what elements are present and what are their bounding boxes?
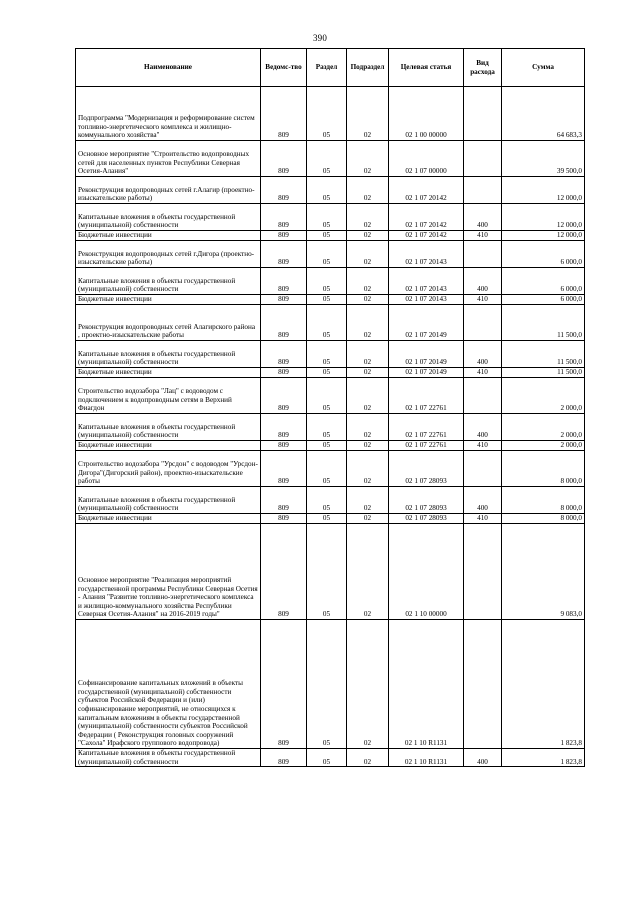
row-target-article-cell: 02 1 07 20149: [389, 305, 464, 341]
row-department-cell: 809: [261, 414, 307, 441]
row-target-article-cell: 02 1 07 28093: [389, 487, 464, 514]
row-amount-cell: 8 000,0: [502, 451, 585, 487]
row-subsection-cell: 02: [347, 441, 389, 451]
row-subsection-cell: 02: [347, 487, 389, 514]
table-row: [76, 231, 585, 241]
row-department-cell: 809: [261, 620, 307, 749]
row-name-cell: Реконструкция водопроводных сетей г.Дигора (проектно-изыскательские работы): [76, 241, 261, 268]
row-name-cell: Капитальные вложения в объекты государственной (муниципальной) собственности: [76, 204, 261, 231]
table-row: [76, 524, 585, 620]
row-expense-type-cell: 400: [464, 414, 502, 441]
row-amount-cell: 9 083,0: [502, 524, 585, 620]
table-row: [76, 414, 585, 441]
row-target-article-cell: 02 1 07 20143: [389, 295, 464, 305]
row-amount-cell: 6 000,0: [502, 241, 585, 268]
row-section-cell: 05: [307, 87, 347, 141]
row-name-cell: Бюджетные инвестиции: [76, 514, 261, 524]
row-expense-type-cell: 400: [464, 749, 502, 767]
row-department-cell: 809: [261, 141, 307, 177]
row-department-cell: 809: [261, 241, 307, 268]
row-expense-type-cell: [464, 524, 502, 620]
table-row: [76, 620, 585, 749]
row-subsection-cell: 02: [347, 204, 389, 231]
row-target-article-cell: 02 1 07 28093: [389, 514, 464, 524]
row-subsection-cell: 02: [347, 620, 389, 749]
header-amount: Сумма: [502, 49, 585, 87]
row-subsection-cell: 02: [347, 305, 389, 341]
row-name-cell: Бюджетные инвестиции: [76, 441, 261, 451]
row-amount-cell: 2 000,0: [502, 414, 585, 441]
row-section-cell: 05: [307, 231, 347, 241]
row-subsection-cell: 02: [347, 268, 389, 295]
row-subsection-cell: 02: [347, 451, 389, 487]
row-amount-cell: 39 500,0: [502, 141, 585, 177]
row-amount-cell: 8 000,0: [502, 514, 585, 524]
table-row: [76, 487, 585, 514]
row-amount-cell: 2 000,0: [502, 441, 585, 451]
row-target-article-cell: 02 1 07 28093: [389, 451, 464, 487]
row-department-cell: 809: [261, 204, 307, 231]
row-section-cell: 05: [307, 268, 347, 295]
row-section-cell: 05: [307, 749, 347, 767]
row-amount-cell: 6 000,0: [502, 295, 585, 305]
row-section-cell: 05: [307, 524, 347, 620]
header-expense-type: Вид расхода: [464, 49, 502, 87]
row-expense-type-cell: 400: [464, 487, 502, 514]
header-target-article: Целевая статья: [389, 49, 464, 87]
row-subsection-cell: 02: [347, 241, 389, 268]
row-department-cell: 809: [261, 451, 307, 487]
row-target-article-cell: 02 1 07 22761: [389, 414, 464, 441]
row-name-cell: Бюджетные инвестиции: [76, 368, 261, 378]
row-subsection-cell: 02: [347, 378, 389, 414]
row-section-cell: 05: [307, 414, 347, 441]
row-name-cell: Капитальные вложения в объекты государственной (муниципальной) собственности: [76, 414, 261, 441]
row-section-cell: 05: [307, 141, 347, 177]
table-body: [76, 87, 585, 767]
row-department-cell: 809: [261, 368, 307, 378]
table-row: [76, 141, 585, 177]
row-amount-cell: 12 000,0: [502, 204, 585, 231]
row-department-cell: 809: [261, 378, 307, 414]
budget-table: [75, 48, 585, 767]
row-target-article-cell: 02 1 07 20142: [389, 177, 464, 204]
row-expense-type-cell: [464, 177, 502, 204]
row-amount-cell: 11 500,0: [502, 368, 585, 378]
row-expense-type-cell: [464, 241, 502, 268]
row-amount-cell: 1 823,8: [502, 749, 585, 767]
row-department-cell: 809: [261, 524, 307, 620]
row-section-cell: 05: [307, 241, 347, 268]
table-header-row: [76, 49, 585, 87]
header-section: Раздел: [307, 49, 347, 87]
row-target-article-cell: 02 1 07 20142: [389, 231, 464, 241]
row-department-cell: 809: [261, 441, 307, 451]
table-row: [76, 241, 585, 268]
table-row: [76, 368, 585, 378]
table-row: [76, 514, 585, 524]
row-target-article-cell: 02 1 07 20142: [389, 204, 464, 231]
row-section-cell: 05: [307, 341, 347, 368]
row-section-cell: 05: [307, 368, 347, 378]
table-row: [76, 441, 585, 451]
row-expense-type-cell: [464, 141, 502, 177]
row-department-cell: 809: [261, 341, 307, 368]
row-target-article-cell: 02 1 10 R1131: [389, 749, 464, 767]
row-expense-type-cell: 410: [464, 295, 502, 305]
row-expense-type-cell: [464, 451, 502, 487]
header-subsection: Подраздел: [347, 49, 389, 87]
row-expense-type-cell: [464, 620, 502, 749]
row-target-article-cell: 02 1 10 00000: [389, 524, 464, 620]
row-subsection-cell: 02: [347, 231, 389, 241]
row-expense-type-cell: 410: [464, 368, 502, 378]
row-section-cell: 05: [307, 451, 347, 487]
row-target-article-cell: 02 1 07 20143: [389, 241, 464, 268]
row-department-cell: 809: [261, 487, 307, 514]
row-name-cell: Капитальные вложения в объекты государственной (муниципальной) собственности: [76, 268, 261, 295]
row-target-article-cell: 02 1 07 20149: [389, 368, 464, 378]
row-department-cell: 809: [261, 268, 307, 295]
row-target-article-cell: 02 1 07 22761: [389, 441, 464, 451]
row-section-cell: 05: [307, 177, 347, 204]
row-amount-cell: 8 000,0: [502, 487, 585, 514]
row-section-cell: 05: [307, 441, 347, 451]
row-subsection-cell: 02: [347, 341, 389, 368]
row-name-cell: Подпрограмма "Модернизация и реформирование систем топливно-энергетического комплекса и жилищно-коммунального хозяйства": [76, 87, 261, 141]
row-expense-type-cell: [464, 378, 502, 414]
row-department-cell: 809: [261, 177, 307, 204]
row-expense-type-cell: 410: [464, 231, 502, 241]
row-name-cell: Капитальные вложения в объекты государственной (муниципальной) собственности: [76, 487, 261, 514]
row-amount-cell: 64 683,3: [502, 87, 585, 141]
row-department-cell: 809: [261, 305, 307, 341]
row-expense-type-cell: [464, 87, 502, 141]
row-name-cell: Строительство водозабора "Лац" с водоводом с подключением к водопроводным сетям в Верхний Фиагдон: [76, 378, 261, 414]
row-name-cell: Софинансирование капитальных вложений в объекты государственной (муниципальной) собственности субъектов Российской Федерации и (или) софинансирование мероприятий, не относящихся к капитальным вложениям в объекты государственной (муниципальной) собственности субъектов Российской Федерации ( Реконструкция головных сооружений "Сахола" Ирафского группового водопровода): [76, 620, 261, 749]
row-amount-cell: 2 000,0: [502, 378, 585, 414]
row-amount-cell: 12 000,0: [502, 231, 585, 241]
row-amount-cell: 6 000,0: [502, 268, 585, 295]
table-row: [76, 295, 585, 305]
row-name-cell: Капитальные вложения в объекты государственной (муниципальной) собственности: [76, 341, 261, 368]
table-row: [76, 305, 585, 341]
row-department-cell: 809: [261, 514, 307, 524]
row-expense-type-cell: [464, 305, 502, 341]
row-subsection-cell: 02: [347, 524, 389, 620]
table-row: [76, 268, 585, 295]
row-subsection-cell: 02: [347, 295, 389, 305]
table-row: [76, 749, 585, 767]
table-row: [76, 451, 585, 487]
row-department-cell: 809: [261, 295, 307, 305]
row-section-cell: 05: [307, 514, 347, 524]
row-amount-cell: 1 823,8: [502, 620, 585, 749]
page-number: 390: [312, 33, 328, 43]
row-subsection-cell: 02: [347, 749, 389, 767]
table-row: [76, 378, 585, 414]
row-amount-cell: 12 000,0: [502, 177, 585, 204]
row-subsection-cell: 02: [347, 368, 389, 378]
row-name-cell: Реконструкция водопроводных сетей г.Алагир (проектно-изыскательские работы): [76, 177, 261, 204]
row-section-cell: 05: [307, 620, 347, 749]
row-subsection-cell: 02: [347, 514, 389, 524]
row-subsection-cell: 02: [347, 177, 389, 204]
row-expense-type-cell: 400: [464, 204, 502, 231]
row-name-cell: Основное мероприятие "Строительство водопроводных сетей для населенных пунктов Республики Северная Осетия-Алания": [76, 141, 261, 177]
row-department-cell: 809: [261, 87, 307, 141]
row-department-cell: 809: [261, 749, 307, 767]
row-department-cell: 809: [261, 231, 307, 241]
row-subsection-cell: 02: [347, 87, 389, 141]
row-target-article-cell: 02 1 07 22761: [389, 378, 464, 414]
row-expense-type-cell: 410: [464, 514, 502, 524]
row-expense-type-cell: 400: [464, 268, 502, 295]
row-section-cell: 05: [307, 305, 347, 341]
row-target-article-cell: 02 1 07 20143: [389, 268, 464, 295]
table-row: [76, 204, 585, 231]
header-department: Ведомс-тво: [261, 49, 307, 87]
row-expense-type-cell: 410: [464, 441, 502, 451]
row-target-article-cell: 02 1 00 00000: [389, 87, 464, 141]
row-name-cell: Капитальные вложения в объекты государственной (муниципальной) собственности: [76, 749, 261, 767]
row-amount-cell: 11 500,0: [502, 341, 585, 368]
row-name-cell: Реконструкция водопроводных сетей Алагирского района , проектно-изыскательские работы: [76, 305, 261, 341]
row-target-article-cell: 02 1 10 R1131: [389, 620, 464, 749]
row-section-cell: 05: [307, 487, 347, 514]
row-section-cell: 05: [307, 378, 347, 414]
row-name-cell: Бюджетные инвестиции: [76, 231, 261, 241]
row-expense-type-cell: 400: [464, 341, 502, 368]
table-row: [76, 341, 585, 368]
row-amount-cell: 11 500,0: [502, 305, 585, 341]
row-subsection-cell: 02: [347, 141, 389, 177]
row-section-cell: 05: [307, 295, 347, 305]
table-row: [76, 87, 585, 141]
table-row: [76, 177, 585, 204]
row-section-cell: 05: [307, 204, 347, 231]
row-name-cell: Строительство водозабора "Урсдон" с водоводом "Урсдон-Дигора"(Дигорский район), проектно-изыскательские работы: [76, 451, 261, 487]
row-name-cell: Бюджетные инвестиции: [76, 295, 261, 305]
header-name: Наименование: [76, 49, 261, 87]
row-subsection-cell: 02: [347, 414, 389, 441]
row-target-article-cell: 02 1 07 20149: [389, 341, 464, 368]
row-target-article-cell: 02 1 07 00000: [389, 141, 464, 177]
row-name-cell: Основное мероприятие "Реализация мероприятий государственной программы Республики Северная Осетия - Алания "Развитие топливно-энергетического комплекса и жилищно-коммунального хозяйства Республики Северная Осетия-Алания" на 2016-2019 годы": [76, 524, 261, 620]
